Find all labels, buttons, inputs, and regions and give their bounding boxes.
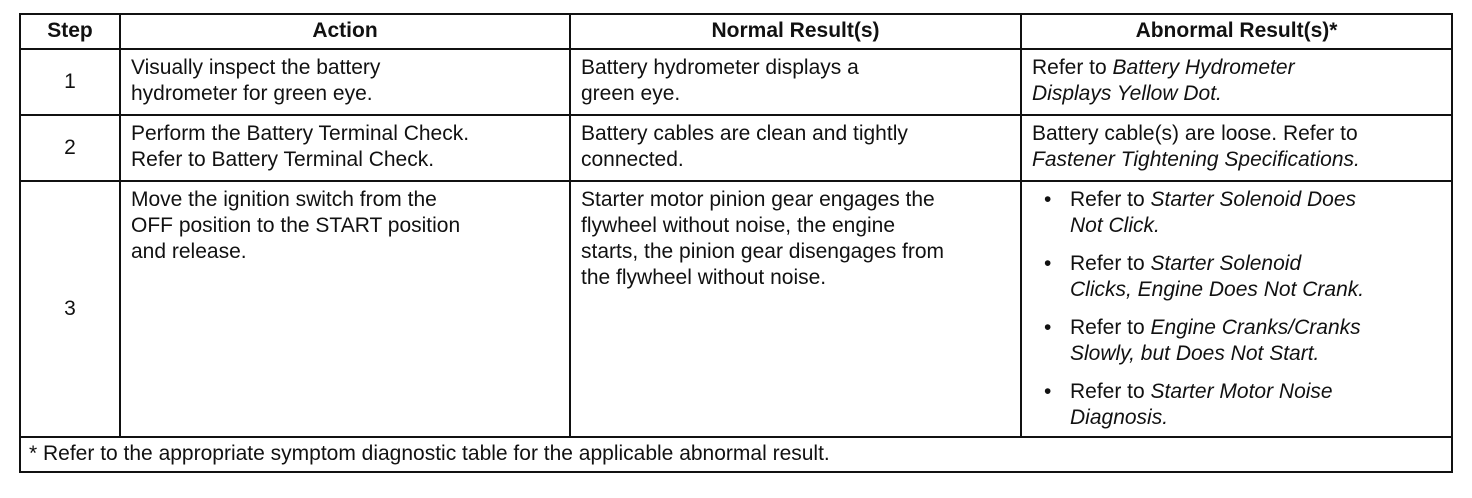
normal-result-cell <box>570 115 1021 181</box>
normal-result-text: connected. <box>581 148 684 171</box>
reference-list <box>1032 187 1442 431</box>
refer-to-text: Refer to <box>1070 188 1151 211</box>
action-cell <box>120 49 570 115</box>
reference-link: Diagnosis. <box>1070 406 1169 429</box>
step-number: 3 <box>20 181 120 437</box>
step-number: 2 <box>20 115 120 181</box>
action-cell <box>120 181 570 437</box>
action-text: and release. <box>131 240 247 263</box>
reference-link: Clicks, Engine Does Not Crank. <box>1070 278 1365 301</box>
list-item <box>1032 315 1442 367</box>
bullet-icon: • <box>1044 380 1052 403</box>
normal-result-cell <box>570 49 1021 115</box>
table-row <box>20 181 1452 437</box>
diagnostic-table <box>19 13 1453 473</box>
normal-result-cell <box>570 181 1021 437</box>
table-row <box>20 115 1452 181</box>
normal-result-text: green eye. <box>581 82 681 105</box>
list-item <box>1032 379 1442 431</box>
header-abnormal-results: Abnormal Result(s)* <box>1021 14 1452 49</box>
action-text: OFF position to the START position <box>131 214 461 237</box>
refer-to-text: Refer to <box>1070 316 1151 339</box>
normal-result-text: flywheel without noise, the engine <box>581 214 896 237</box>
footnote: * Refer to the appropriate symptom diagnostic table for the applicable abnormal result. <box>20 437 1452 472</box>
reference-link: Battery Hydrometer <box>1112 56 1295 79</box>
reference-link: Starter Motor Noise <box>1150 380 1333 403</box>
header-step: Step <box>20 14 120 49</box>
reference-link: Starter Solenoid Does <box>1150 188 1356 211</box>
action-cell <box>120 115 570 181</box>
action-text: hydrometer for green eye. <box>131 82 373 105</box>
reference-link: Slowly, but Does Not Start. <box>1070 342 1320 365</box>
reference-link: Displays Yellow Dot. <box>1032 82 1222 105</box>
header-normal-results: Normal Result(s) <box>570 14 1021 49</box>
footnote-row <box>20 437 1452 472</box>
bullet-icon: • <box>1044 252 1052 275</box>
refer-to-text: Refer to <box>1070 380 1151 403</box>
normal-result-text: Starter motor pinion gear engages the <box>581 188 935 211</box>
action-text: Move the ignition switch from the <box>131 188 437 211</box>
reference-link: Fastener Tightening Specifications. <box>1032 148 1360 171</box>
normal-result-text: Battery hydrometer displays a <box>581 56 859 79</box>
table-row <box>20 49 1452 115</box>
bullet-icon: • <box>1044 316 1052 339</box>
normal-result-text: the flywheel without noise. <box>581 266 827 289</box>
action-text: Perform the Battery Terminal Check. <box>131 122 470 145</box>
abnormal-result-cell <box>1021 49 1452 115</box>
step-number: 1 <box>20 49 120 115</box>
normal-result-text: Battery cables are clean and tightly <box>581 122 908 145</box>
action-text: Visually inspect the battery <box>131 56 381 79</box>
list-item <box>1032 251 1442 303</box>
normal-result-text: starts, the pinion gear disengages from <box>581 240 945 263</box>
reference-link: Starter Solenoid <box>1150 252 1302 275</box>
abnormal-result-cell <box>1021 181 1452 437</box>
abnormal-result-text: Battery cable(s) are loose. Refer to <box>1032 122 1358 145</box>
refer-to-text: Refer to <box>1070 252 1151 275</box>
action-text: Refer to Battery Terminal Check. <box>131 148 435 171</box>
abnormal-result-cell <box>1021 115 1452 181</box>
header-row <box>20 14 1452 49</box>
header-action: Action <box>120 14 570 49</box>
reference-link: Engine Cranks/Cranks <box>1150 316 1361 339</box>
bullet-icon: • <box>1044 188 1052 211</box>
reference-link: Not Click. <box>1070 214 1160 237</box>
list-item <box>1032 187 1442 239</box>
refer-to-text: Refer to <box>1032 56 1113 79</box>
